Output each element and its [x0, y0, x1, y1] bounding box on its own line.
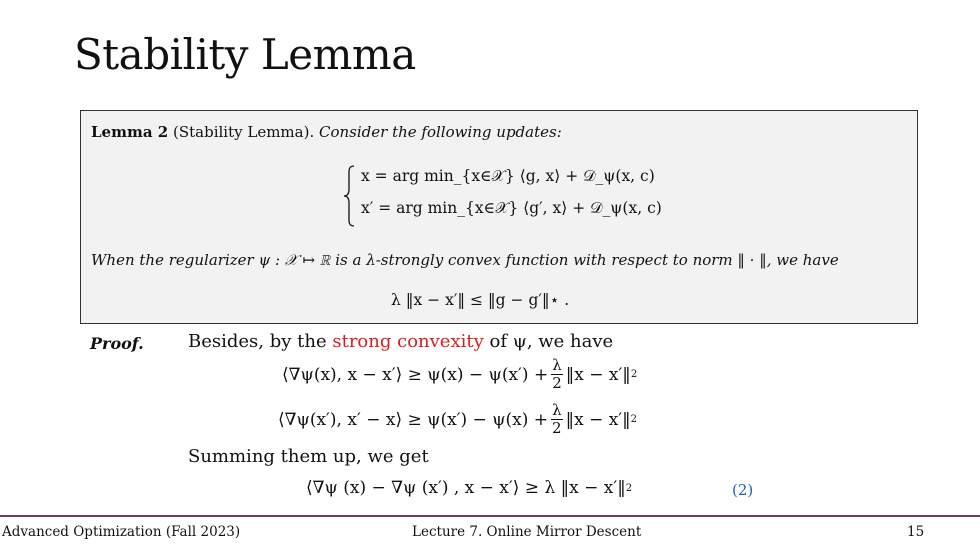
lemma-box: [80, 110, 918, 324]
lemma-label: Lemma 2: [91, 123, 169, 141]
summing-text: Summing them up, we get: [188, 446, 429, 467]
footer-page-number: 15: [907, 524, 925, 540]
fraction-denominator: 2: [552, 419, 562, 437]
lemma-condition: When the regularizer ψ : 𝒳 ↦ ℝ is a λ-strongly convex function with respect to norm ‖ · ‖, we have: [91, 251, 839, 269]
update-equation-2: x′ = arg min_{x∈𝒳} ⟨g′, x⟩ + 𝒟_ψ(x, c): [361, 199, 662, 217]
summed-inequality-body: ⟨∇ψ (x) − ∇ψ (x′) , x − x′⟩ ≥ λ ‖x − x′‖: [306, 478, 626, 498]
norm-term: ‖x − x′‖: [565, 409, 631, 430]
fraction-numerator: λ: [552, 356, 562, 374]
lemma-name: (Stability Lemma).: [173, 123, 315, 141]
fraction: [551, 403, 563, 436]
update-equation-1: x = arg min_{x∈𝒳} ⟨g, x⟩ + 𝒟_ψ(x, c): [361, 167, 655, 185]
proof-text-before: Besides, by the: [188, 331, 327, 352]
proof-intro: [188, 331, 613, 352]
proof-text-after: of ψ, we have: [489, 331, 614, 352]
equation-number: (2): [732, 481, 754, 499]
lemma-intro: Consider the following updates:: [319, 123, 562, 141]
lemma-result: λ ‖x − x′‖ ≤ ‖g − g′‖⋆ .: [391, 291, 570, 309]
slide-title: Stability Lemma: [74, 30, 416, 79]
square-exponent: 2: [625, 482, 633, 494]
update-equations: [343, 165, 703, 227]
proof-highlight: strong convexity: [332, 331, 484, 352]
lemma-heading: [91, 123, 562, 141]
inequality-2-left: ⟨∇ψ(x′), x′ − x⟩ ≥ ψ(x′) − ψ(x) +: [278, 409, 549, 430]
fraction: [551, 358, 563, 391]
fraction-numerator: λ: [552, 401, 562, 419]
norm-term: ‖x − x′‖: [565, 364, 631, 385]
footer-lecture: Lecture 7. Online Mirror Descent: [412, 524, 642, 540]
proof-label: Proof.: [90, 334, 144, 353]
left-brace-icon: [343, 165, 355, 227]
summed-inequality: [306, 478, 632, 498]
footer-course: Advanced Optimization (Fall 2023): [2, 524, 241, 540]
footer-rule: [0, 515, 980, 517]
inequality-1-left: ⟨∇ψ(x), x − x′⟩ ≥ ψ(x) − ψ(x′) +: [282, 364, 549, 385]
square-exponent: 2: [630, 369, 638, 380]
inequality-2: [278, 403, 637, 436]
fraction-denominator: 2: [552, 374, 562, 392]
square-exponent: 2: [630, 414, 638, 425]
inequality-1: [282, 358, 637, 391]
